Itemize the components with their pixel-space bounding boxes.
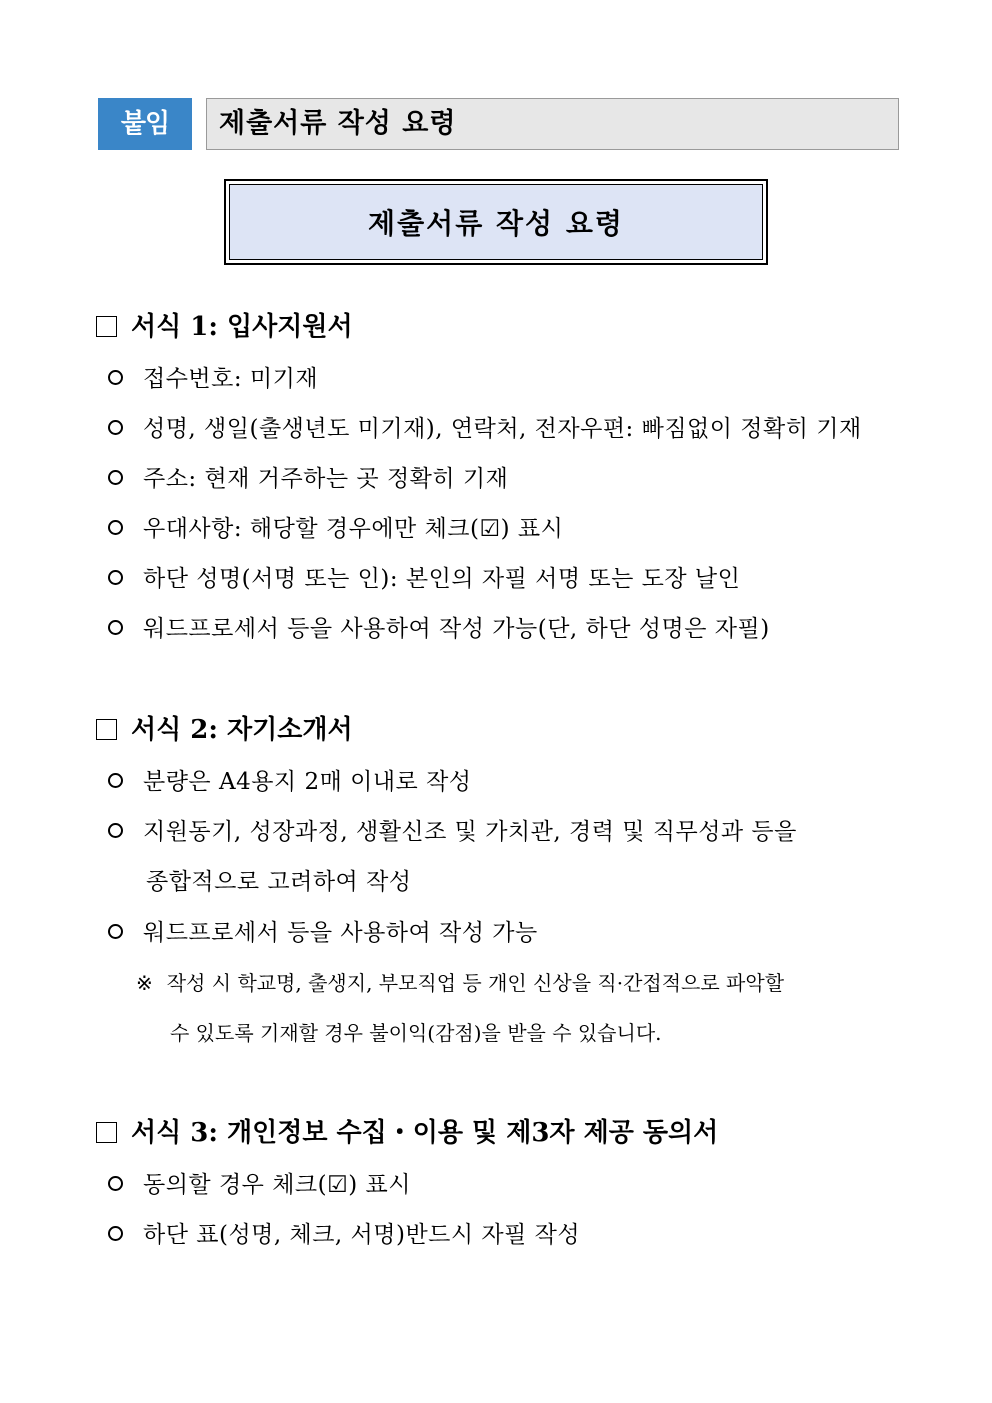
circle-bullet-icon bbox=[108, 570, 123, 585]
list-item: 분량은 A4용지 2매 이내로 작성 bbox=[108, 763, 472, 796]
main-title: 제출서류 작성 요령 bbox=[368, 207, 624, 240]
list-item: 주소: 현재 거주하는 곳 정확히 기재 bbox=[108, 460, 508, 493]
attachment-tag: 붙임 bbox=[98, 98, 192, 150]
section-heading-1: 서식 1: 입사지원서 bbox=[96, 306, 353, 343]
main-title-box bbox=[224, 179, 768, 265]
section-heading-2: 서식 2: 자기소개서 bbox=[96, 709, 353, 746]
note: ※ 작성 시 학교명, 출생지, 부모직업 등 개인 신상을 직·간접적으로 파악할 bbox=[136, 971, 785, 995]
circle-bullet-icon bbox=[108, 470, 123, 485]
circle-bullet-icon bbox=[108, 1226, 123, 1241]
list-item-continuation: 종합적으로 고려하여 작성 bbox=[146, 869, 412, 895]
circle-bullet-icon bbox=[108, 620, 123, 635]
list-item: 접수번호: 미기재 bbox=[108, 360, 318, 393]
attachment-header bbox=[98, 98, 899, 150]
list-item: 하단 표(성명, 체크, 서명)반드시 자필 작성 bbox=[108, 1216, 580, 1249]
circle-bullet-icon bbox=[108, 420, 123, 435]
list-item: 성명, 생일(출생년도 미기재), 연락처, 전자우편: 빠짐없이 정확히 기재 bbox=[108, 410, 862, 443]
section-heading-3: 서식 3: 개인정보 수집・이용 및 제3자 제공 동의서 bbox=[96, 1112, 718, 1149]
list-item: 지원동기, 성장과정, 생활신조 및 가치관, 경력 및 직무성과 등을 bbox=[108, 813, 797, 846]
circle-bullet-icon bbox=[108, 924, 123, 939]
reference-mark: ※ bbox=[136, 971, 153, 995]
list-item: 우대사항: 해당할 경우에만 체크(☑) 표시 bbox=[108, 510, 563, 543]
header-title-box bbox=[206, 98, 899, 150]
note-continuation: 수 있도록 기재할 경우 불이익(감점)을 받을 수 있습니다. bbox=[170, 1021, 662, 1045]
list-item: 워드프로세서 등을 사용하여 작성 가능 bbox=[108, 914, 538, 947]
circle-bullet-icon bbox=[108, 773, 123, 788]
list-item: 하단 성명(서명 또는 인): 본인의 자필 서명 또는 도장 날인 bbox=[108, 560, 740, 593]
circle-bullet-icon bbox=[108, 520, 123, 535]
square-bullet-icon bbox=[96, 1122, 117, 1143]
circle-bullet-icon bbox=[108, 823, 123, 838]
list-item: 워드프로세서 등을 사용하여 작성 가능(단, 하단 성명은 자필) bbox=[108, 610, 770, 643]
circle-bullet-icon bbox=[108, 370, 123, 385]
header-title: 제출서류 작성 요령 bbox=[219, 108, 457, 139]
list-item: 동의할 경우 체크(☑) 표시 bbox=[108, 1166, 411, 1199]
circle-bullet-icon bbox=[108, 1176, 123, 1191]
square-bullet-icon bbox=[96, 316, 117, 337]
square-bullet-icon bbox=[96, 719, 117, 740]
